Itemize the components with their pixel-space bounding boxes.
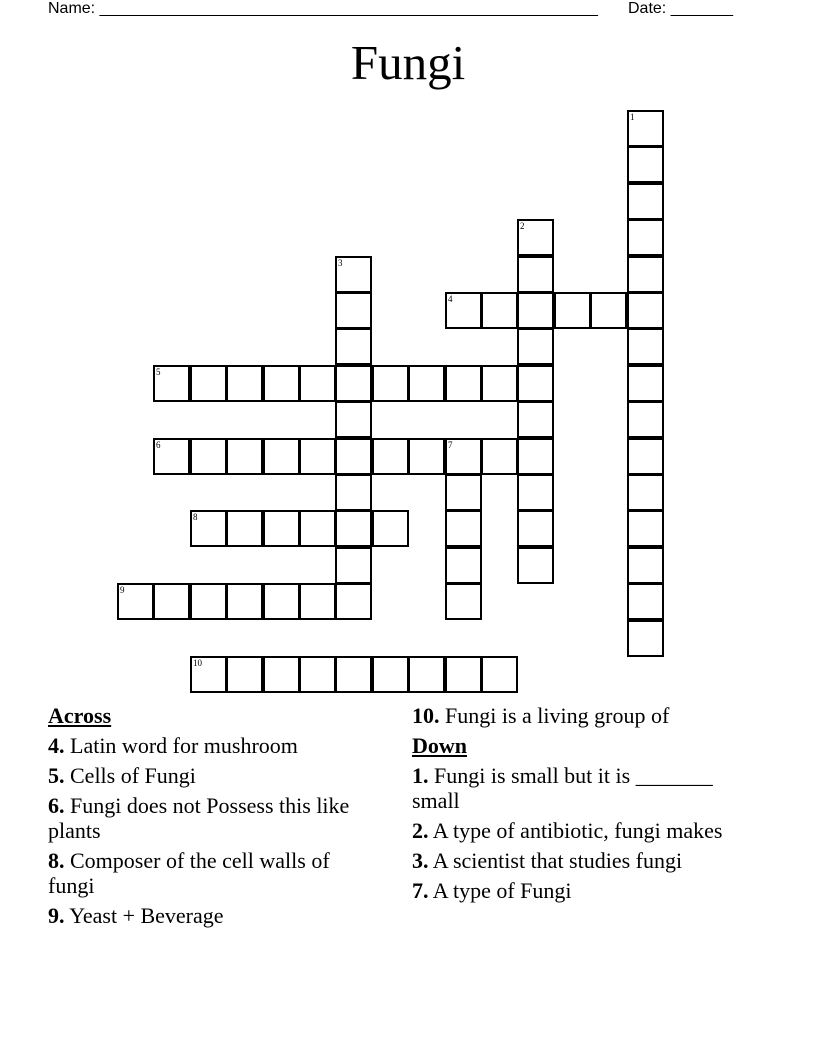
clue-across-6	[48, 793, 378, 843]
crossword-cell[interactable]	[372, 656, 409, 693]
crossword-cell[interactable]	[263, 365, 300, 402]
crossword-cell[interactable]	[408, 365, 445, 402]
crossword-cell[interactable]	[445, 583, 482, 620]
clue-across-5	[48, 763, 378, 788]
clue-text: A type of antibiotic, fungi makes	[432, 818, 723, 843]
crossword-cell[interactable]	[335, 365, 372, 402]
crossword-cell[interactable]	[481, 656, 518, 693]
clue-text: Latin word for mushroom	[70, 733, 298, 758]
clues-right-column	[412, 703, 752, 908]
across-heading: Across	[48, 703, 112, 728]
crossword-cell[interactable]	[517, 292, 554, 329]
crossword-cell[interactable]	[153, 583, 190, 620]
clue-text: Fungi is a living group of	[445, 703, 670, 728]
crossword-cell[interactable]	[335, 292, 372, 329]
crossword-cell[interactable]	[445, 438, 482, 475]
clue-number: 6.	[48, 793, 65, 818]
cell-number: 8	[193, 512, 198, 522]
crossword-cell[interactable]	[226, 438, 263, 475]
crossword-cell[interactable]	[335, 656, 372, 693]
crossword-cell[interactable]	[627, 292, 664, 329]
clue-text: Cells of Fungi	[70, 763, 196, 788]
crossword-cell[interactable]	[627, 583, 664, 620]
crossword-cell[interactable]	[153, 438, 190, 475]
clue-down-1	[412, 763, 752, 813]
crossword-cell[interactable]	[517, 365, 554, 402]
clue-number: 9.	[48, 903, 65, 928]
crossword-cell[interactable]	[627, 620, 664, 657]
clue-text: Fungi does not Possess this like plants	[48, 793, 350, 843]
down-heading: Down	[412, 733, 468, 758]
crossword-cell[interactable]	[481, 365, 518, 402]
cell-number: 1	[630, 112, 635, 122]
crossword-cell[interactable]	[627, 510, 664, 547]
crossword-cell[interactable]	[226, 365, 263, 402]
crossword-cell[interactable]	[335, 474, 372, 511]
crossword-cell[interactable]	[263, 656, 300, 693]
crossword-cell[interactable]	[153, 365, 190, 402]
crossword-cell[interactable]	[517, 438, 554, 475]
crossword-cell[interactable]	[445, 656, 482, 693]
clue-text: A scientist that studies fungi	[432, 848, 683, 873]
crossword-cell[interactable]	[190, 583, 227, 620]
clues-left-column	[48, 703, 378, 933]
cell-number: 2	[520, 221, 525, 231]
crossword-cell[interactable]	[627, 328, 664, 365]
clue-number: 2.	[412, 818, 429, 843]
cell-number: 3	[338, 258, 343, 268]
clue-text: Composer of the cell walls of fungi	[48, 848, 330, 898]
clue-number: 4.	[48, 733, 65, 758]
crossword-cell[interactable]	[117, 583, 154, 620]
crossword-cell[interactable]	[627, 547, 664, 584]
clue-number: 10.	[412, 703, 440, 728]
clue-number: 5.	[48, 763, 65, 788]
crossword-cell[interactable]	[299, 656, 336, 693]
crossword-cell[interactable]	[445, 292, 482, 329]
clue-across-8	[48, 848, 378, 898]
crossword-cell[interactable]	[445, 365, 482, 402]
clue-number: 8.	[48, 848, 65, 873]
cell-number: 5	[156, 367, 161, 377]
crossword-cell[interactable]	[299, 510, 336, 547]
crossword-cell[interactable]	[408, 656, 445, 693]
crossword-cell[interactable]	[335, 547, 372, 584]
date-field[interactable]: Date: _______	[628, 0, 733, 17]
crossword-cell[interactable]	[627, 401, 664, 438]
crossword-cell[interactable]	[481, 438, 518, 475]
clue-number: 7.	[412, 878, 429, 903]
clue-down-2	[412, 818, 752, 843]
cell-number: 9	[120, 585, 125, 595]
crossword-cell[interactable]	[263, 438, 300, 475]
clue-down-7	[412, 878, 752, 903]
crossword-cell[interactable]	[299, 365, 336, 402]
crossword-cell[interactable]	[299, 583, 336, 620]
name-field[interactable]: Name: ________________________________________________________	[48, 0, 598, 17]
crossword-cell[interactable]	[372, 438, 409, 475]
crossword-cell[interactable]	[226, 656, 263, 693]
crossword-cell[interactable]	[517, 328, 554, 365]
crossword-cell[interactable]	[263, 510, 300, 547]
crossword-cell[interactable]	[517, 474, 554, 511]
crossword-cell[interactable]	[335, 510, 372, 547]
clue-number: 1.	[412, 763, 429, 788]
crossword-cell[interactable]	[627, 365, 664, 402]
crossword-cell[interactable]	[445, 474, 482, 511]
crossword-cell[interactable]	[408, 438, 445, 475]
crossword-cell[interactable]	[517, 219, 554, 256]
clue-across-4	[48, 733, 378, 758]
crossword-cell[interactable]	[335, 328, 372, 365]
cell-number: 7	[448, 440, 453, 450]
cell-number: 6	[156, 440, 161, 450]
crossword-cell[interactable]	[335, 256, 372, 293]
crossword-cell[interactable]	[627, 219, 664, 256]
clue-down-3	[412, 848, 752, 873]
clue-text: Yeast + Beverage	[69, 903, 224, 928]
crossword-cell[interactable]	[226, 583, 263, 620]
clue-text: A type of Fungi	[432, 878, 572, 903]
crossword-cell[interactable]	[554, 292, 591, 329]
crossword-cell[interactable]	[335, 583, 372, 620]
clue-text: Fungi is small but it is _______ small	[412, 763, 713, 813]
cell-number: 10	[193, 658, 202, 668]
crossword-cell[interactable]	[627, 474, 664, 511]
clue-across-9	[48, 903, 378, 928]
cell-number: 4	[448, 294, 453, 304]
crossword-cell[interactable]	[190, 365, 227, 402]
crossword-cell[interactable]	[335, 401, 372, 438]
crossword-cell[interactable]	[627, 110, 664, 147]
crossword-cell[interactable]	[372, 365, 409, 402]
crossword-cell[interactable]	[190, 510, 227, 547]
crossword-cell[interactable]	[590, 292, 627, 329]
crossword-cell[interactable]	[445, 510, 482, 547]
clue-number: 3.	[412, 848, 429, 873]
crossword-cell[interactable]	[226, 510, 263, 547]
crossword-cell[interactable]	[627, 146, 664, 183]
crossword-cell[interactable]	[517, 547, 554, 584]
crossword-cell[interactable]	[517, 256, 554, 293]
crossword-cell[interactable]	[517, 510, 554, 547]
crossword-cell[interactable]	[517, 401, 554, 438]
clue-across-10	[412, 703, 752, 728]
crossword-cell[interactable]	[299, 438, 336, 475]
crossword-cell[interactable]	[627, 438, 664, 475]
crossword-cell[interactable]	[445, 547, 482, 584]
crossword-cell[interactable]	[263, 583, 300, 620]
crossword-cell[interactable]	[481, 292, 518, 329]
puzzle-title: Fungi	[350, 35, 466, 90]
crossword-cell[interactable]	[190, 656, 227, 693]
crossword-cell[interactable]	[335, 438, 372, 475]
crossword-cell[interactable]	[627, 183, 664, 220]
crossword-cell[interactable]	[372, 510, 409, 547]
crossword-cell[interactable]	[190, 438, 227, 475]
crossword-cell[interactable]	[627, 256, 664, 293]
